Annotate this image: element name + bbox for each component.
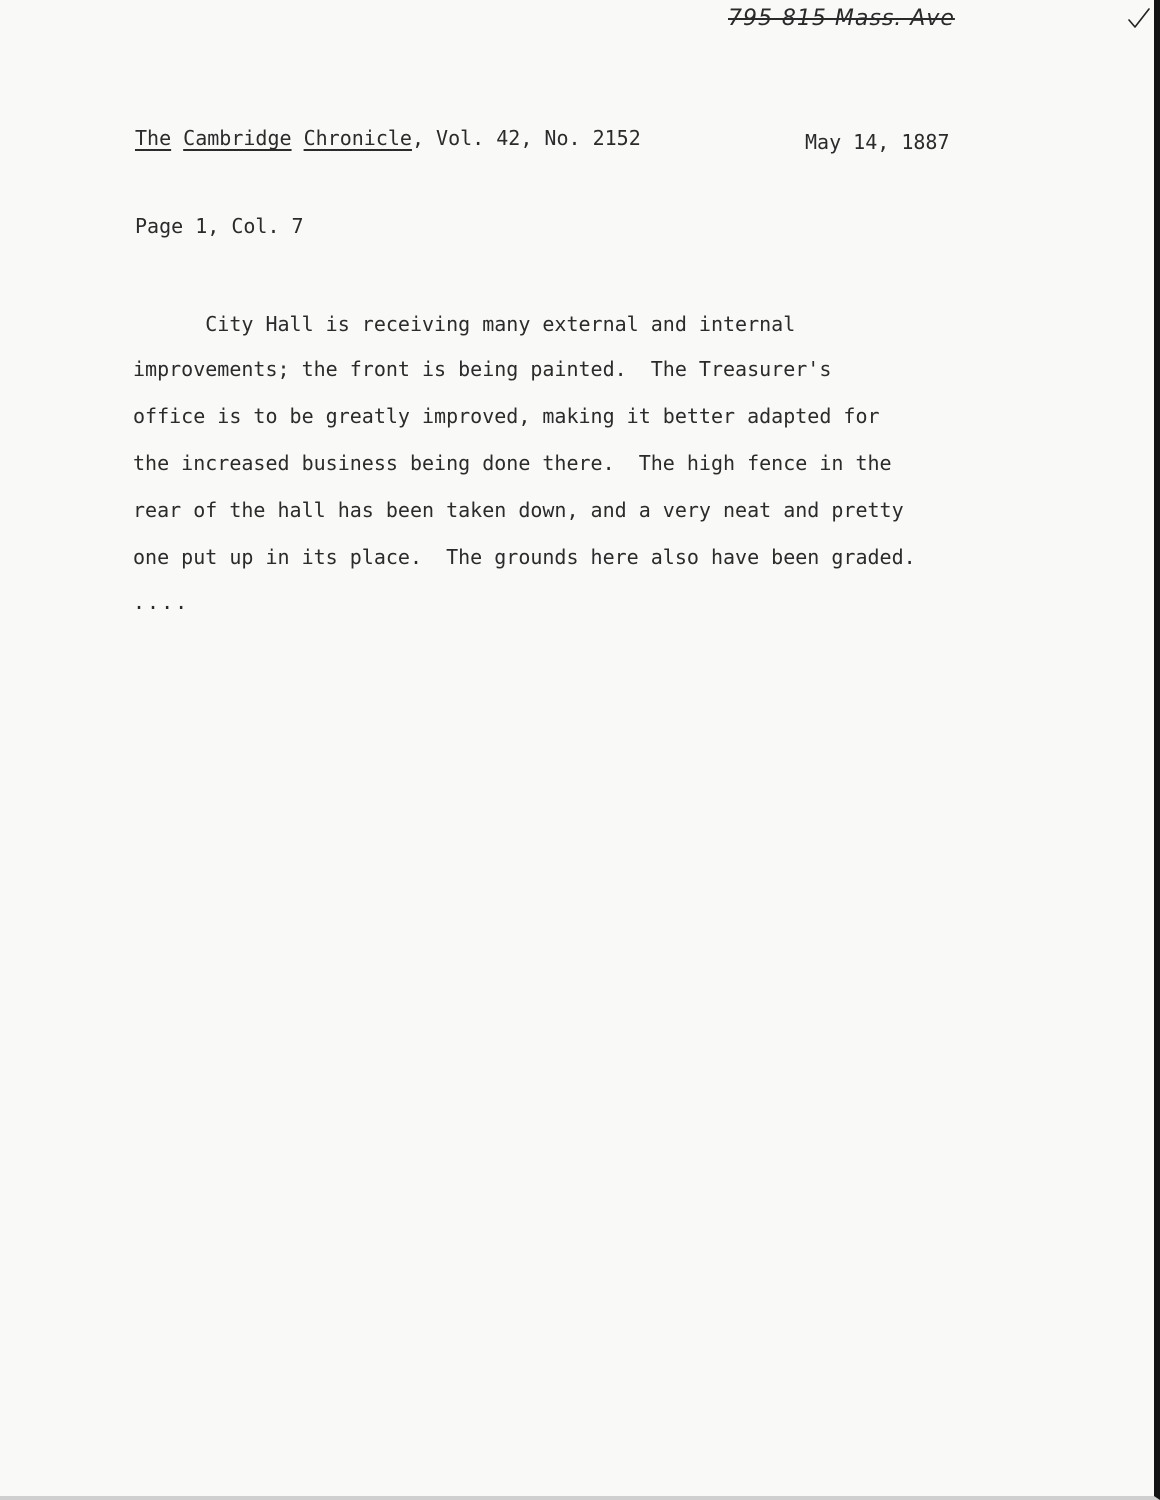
- citation-header: [135, 126, 641, 150]
- body-line: City Hall is receiving many external and internal: [133, 312, 796, 336]
- body-line: rear of the hall has been taken down, and a very neat and pretty: [133, 498, 904, 522]
- newspaper-title-the: The: [135, 126, 172, 150]
- volume-issue: , Vol. 42, No. 2152: [411, 126, 641, 150]
- handwritten-address-annotation: 795-815 Mass. Ave: [728, 6, 955, 31]
- checkmark-icon: [1126, 6, 1152, 32]
- publication-date: May 14, 1887: [805, 130, 950, 154]
- body-line: the increased business being done there. The high fence in the: [133, 451, 892, 475]
- ellipsis: ....: [133, 590, 190, 614]
- page-reference: Page 1, Col. 7: [135, 214, 304, 238]
- newspaper-title-chronicle: Chronicle: [303, 126, 412, 150]
- body-line: one put up in its place. The grounds here also have been graded.: [133, 545, 916, 569]
- body-line: office is to be greatly improved, making it better adapted for: [133, 404, 880, 428]
- newspaper-title-cambridge: Cambridge: [183, 126, 292, 150]
- body-line: improvements; the front is being painted. The Treasurer's: [133, 357, 832, 381]
